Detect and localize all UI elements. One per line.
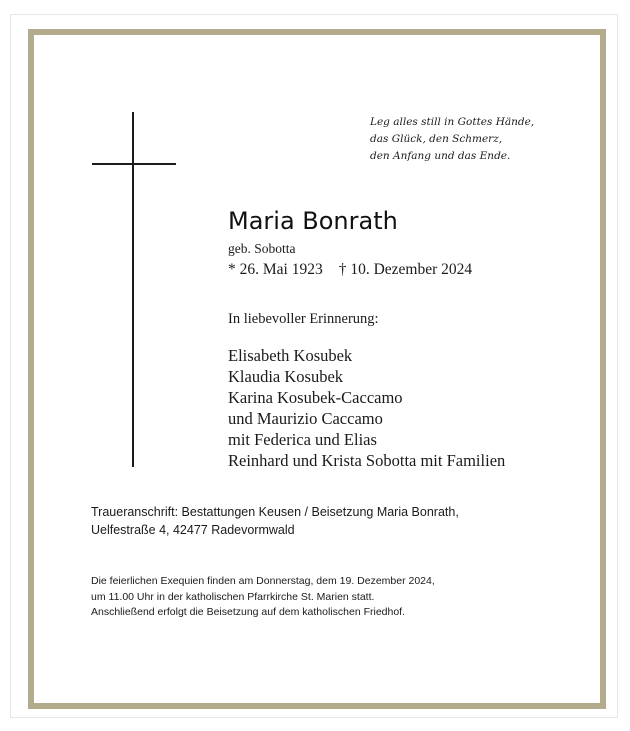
mourner-name: Karina Kosubek-Caccamo <box>228 388 403 407</box>
mourner-name: Klaudia Kosubek <box>228 367 344 386</box>
mourner-name: Elisabeth Kosubek <box>228 346 353 365</box>
mourners-list <box>228 345 505 471</box>
memory-line: In liebevoller Erinnerung: <box>228 311 379 327</box>
motto-line: das Glück, den Schmerz, <box>370 133 503 145</box>
birth-date: * 26. Mai 1923 <box>228 261 323 278</box>
deceased-name: Maria Bonrath <box>228 207 398 235</box>
mourner-name: Reinhard und Krista Sobotta mit Familien <box>228 451 506 470</box>
service-line: Die feierlichen Exequien finden am Donnerstag, dem 19. Dezember 2024, <box>91 575 435 587</box>
funeral-service-info <box>91 574 435 621</box>
condolence-address <box>91 503 459 539</box>
mourner-name: mit Federica und Elias <box>228 430 377 449</box>
cross-horizontal-bar <box>92 163 176 165</box>
address-line: Traueranschrift: Bestattungen Keusen / Beisetzung Maria Bonrath, <box>91 505 459 519</box>
motto-line: den Anfang und das Ende. <box>370 150 511 162</box>
death-date: † 10. Dezember 2024 <box>338 261 473 278</box>
motto-verse <box>370 114 534 165</box>
service-line: Anschließend erfolgt die Beisetzung auf dem katholischen Friedhof. <box>91 606 406 618</box>
cross-vertical-bar <box>132 112 134 467</box>
birth-name: geb. Sobotta <box>228 241 296 256</box>
mourner-name: und Maurizio Caccamo <box>228 409 383 428</box>
motto-line: Leg alles still in Gottes Hände, <box>370 116 535 128</box>
life-dates <box>228 261 472 279</box>
service-line: um 11.00 Uhr in der katholischen Pfarrkirche St. Marien statt. <box>91 590 375 603</box>
address-line: Uelfestraße 4, 42477 Radevormwald <box>91 523 295 537</box>
